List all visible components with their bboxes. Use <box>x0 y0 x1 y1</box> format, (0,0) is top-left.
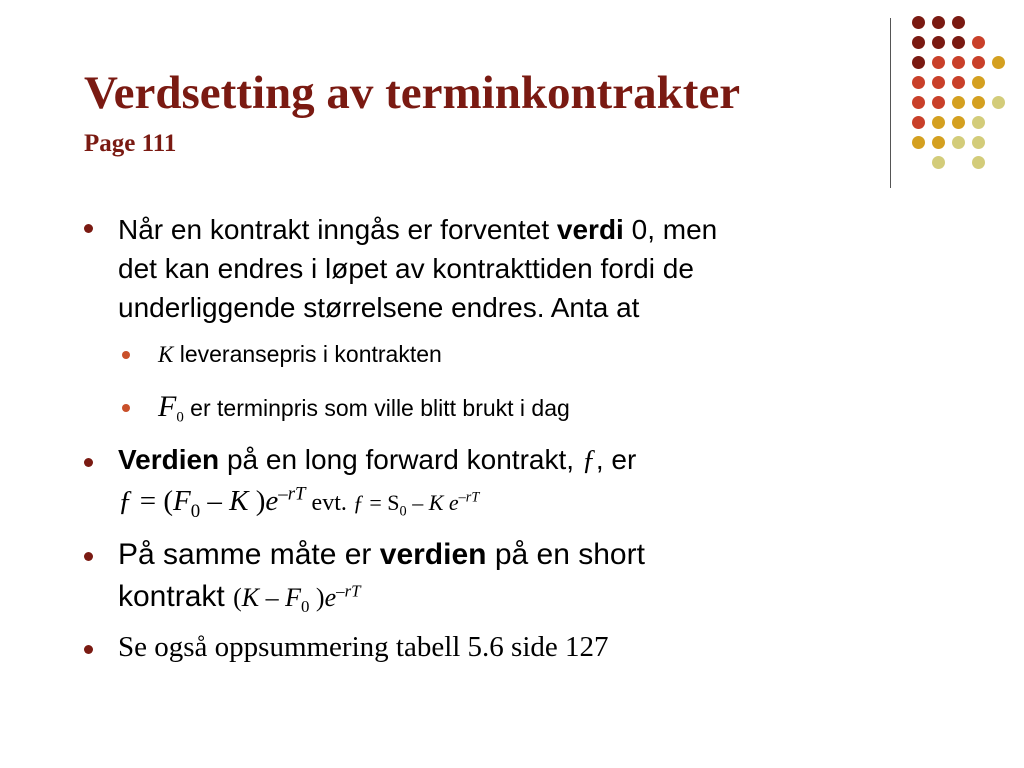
bullet-1-line-3: underliggende størrelsene endres. Anta at <box>118 292 640 323</box>
sub-bullet-2: $F_0$ er terminpris som ville blitt brukt i dag <box>158 390 570 426</box>
decorative-dot <box>952 76 965 89</box>
bullet-icon <box>84 224 93 233</box>
bullet-icon <box>84 458 93 467</box>
bullet-4-line-1: Se også oppsummering tabell 5.6 side 127 <box>118 631 609 663</box>
decorative-dot <box>932 56 945 69</box>
decorative-dot <box>952 36 965 49</box>
decorative-dot <box>912 116 925 129</box>
decorative-dot <box>952 56 965 69</box>
decorative-dot <box>932 16 945 29</box>
decorative-dot <box>912 136 925 149</box>
decorative-dot <box>952 136 965 149</box>
sub-bullet-icon <box>122 351 130 359</box>
decorative-dot <box>972 116 985 129</box>
slide-subtitle: Page 111 <box>84 130 177 157</box>
decorative-dot <box>932 136 945 149</box>
decorative-dot <box>992 56 1005 69</box>
sub-bullet-1: K leveransepris i kontrakten <box>158 341 442 367</box>
decorative-dot <box>972 36 985 49</box>
bullet-icon <box>84 552 93 561</box>
decorative-dot <box>992 96 1005 109</box>
divider-line <box>890 18 891 188</box>
decorative-dot <box>932 116 945 129</box>
slide-title: Verdsetting av terminkontrakter <box>84 67 741 119</box>
bullet-2-line-1: Verdien på en long forward kontrakt, ƒ, er <box>118 444 637 476</box>
decorative-dot <box>952 96 965 109</box>
sub-bullet-icon <box>122 404 130 412</box>
decorative-dot <box>932 36 945 49</box>
decorative-dot <box>912 36 925 49</box>
decorative-dot <box>972 76 985 89</box>
bullet-icon <box>84 645 93 654</box>
decorative-dot <box>912 56 925 69</box>
decorative-dot <box>972 56 985 69</box>
decorative-dot <box>912 96 925 109</box>
bullet-3-line-2: kontrakt ($K - F_0$ )$e^{-rT}$ <box>118 580 361 617</box>
decorative-dot <box>952 116 965 129</box>
decorative-dot <box>952 16 965 29</box>
bullet-1-line-2: det kan endres i løpet av kontrakttiden fordi de <box>118 253 694 284</box>
decorative-dot <box>912 76 925 89</box>
bullet-2-equation: ƒ = ($F_0$ – K )$e^{-rT}$ evt. ƒ = $S_0$ – K $e^{-rT}$ <box>118 483 480 522</box>
decorative-dot <box>972 136 985 149</box>
decorative-dot <box>932 156 945 169</box>
decorative-dot <box>932 76 945 89</box>
decorative-dot <box>932 96 945 109</box>
decorative-dot <box>912 16 925 29</box>
decorative-dot <box>972 156 985 169</box>
decorative-dot <box>972 96 985 109</box>
bullet-3-line-1: På samme måte er verdien på en short <box>118 538 645 571</box>
bullet-1-line-1: Når en kontrakt inngås er forventet verdi 0, men <box>118 214 718 245</box>
